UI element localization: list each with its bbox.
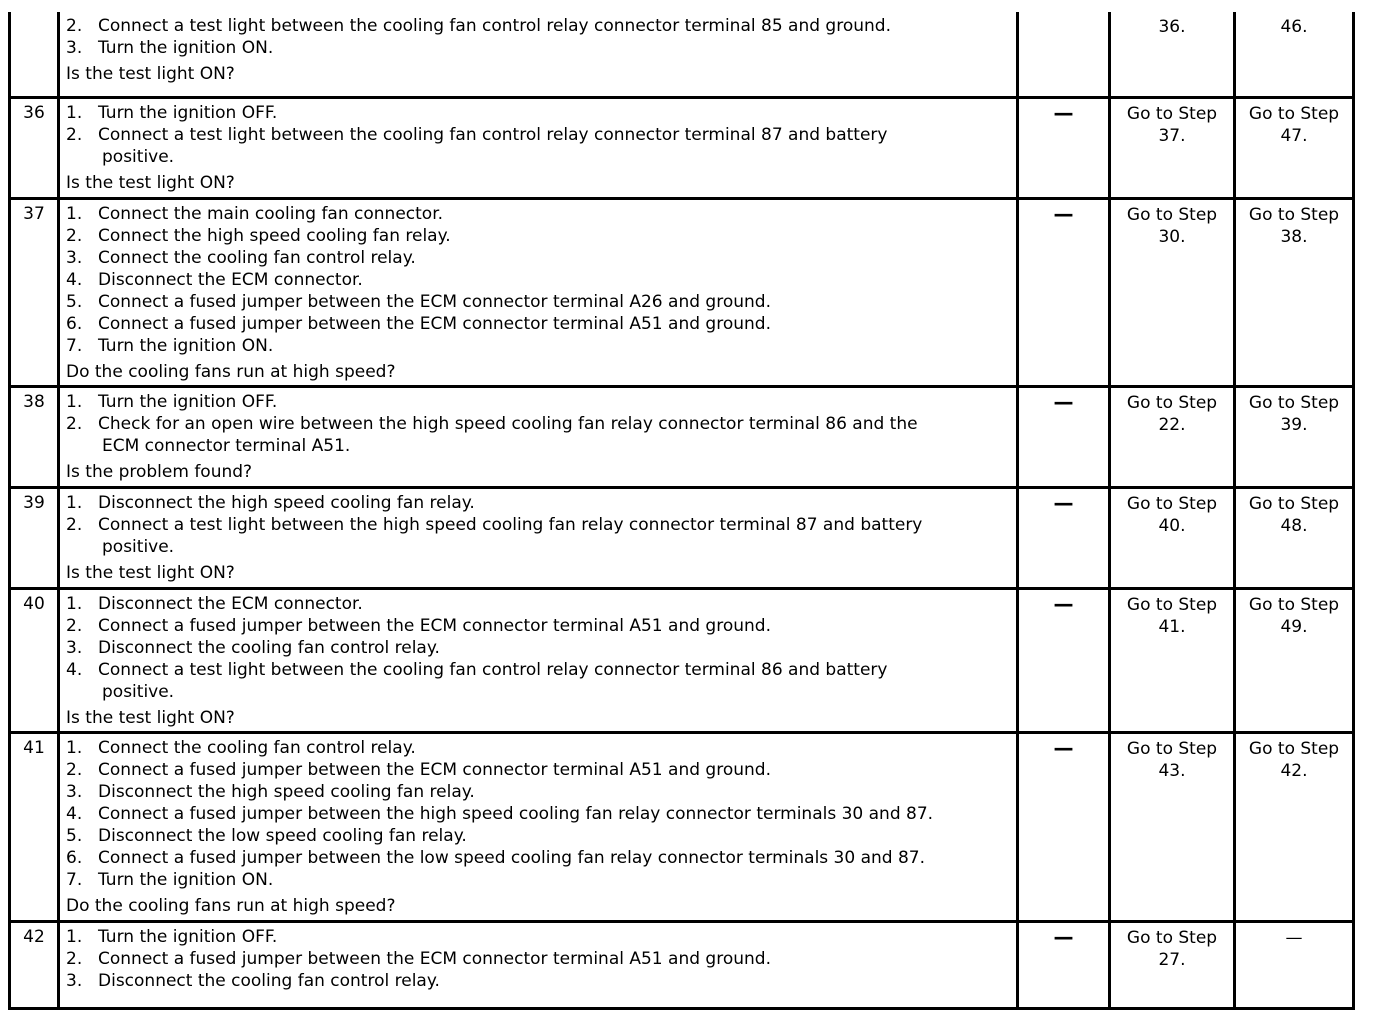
action-cell bbox=[60, 489, 1019, 587]
action-step bbox=[66, 291, 1016, 313]
table-row bbox=[8, 12, 1355, 96]
table-row bbox=[8, 96, 1355, 197]
action-step-number: 3. bbox=[66, 38, 83, 58]
yes-cell bbox=[1111, 923, 1236, 1007]
action-step-text bbox=[98, 869, 1016, 891]
yes-cell bbox=[1111, 12, 1236, 96]
action-step-number: 3. bbox=[66, 638, 83, 658]
action-step-number: 2. bbox=[66, 949, 83, 969]
step-number: 40 bbox=[8, 590, 60, 731]
action-step-number: 3. bbox=[66, 248, 83, 268]
action-step-line: Check for an open wire between the high speed cooling fan relay connector terminal 86 and the bbox=[98, 414, 918, 434]
action-step bbox=[66, 225, 1016, 247]
value-cell bbox=[1019, 99, 1111, 197]
action-step-number: 2. bbox=[66, 616, 83, 636]
yes-cell bbox=[1111, 590, 1236, 731]
action-step-line: Disconnect the ECM connector. bbox=[98, 594, 363, 614]
no-line: Go to Step bbox=[1248, 494, 1340, 514]
action-step bbox=[66, 847, 1016, 869]
action-step-number: 2. bbox=[66, 125, 83, 145]
action-step-text bbox=[98, 313, 1016, 335]
action-step-line: Turn the ignition ON. bbox=[98, 38, 274, 58]
table-row bbox=[8, 486, 1355, 587]
question-text: Is the test light ON? bbox=[66, 64, 235, 84]
action-cell bbox=[60, 200, 1019, 385]
action-step-line: Connect the main cooling fan connector. bbox=[98, 204, 444, 224]
no-line: Go to Step bbox=[1248, 393, 1340, 413]
value-cell bbox=[1019, 923, 1111, 1007]
action-step-line: Connect the cooling fan control relay. bbox=[98, 248, 416, 268]
yes-line: 40. bbox=[1158, 516, 1186, 536]
action-step-text bbox=[98, 803, 1016, 825]
action-step-number: 1. bbox=[66, 204, 83, 224]
action-step-text bbox=[98, 391, 1016, 413]
action-step bbox=[66, 313, 1016, 335]
action-step-text bbox=[98, 247, 1016, 269]
yes-cell bbox=[1111, 388, 1236, 486]
action-step-text bbox=[98, 492, 1016, 514]
action-step-number: 1. bbox=[66, 594, 83, 614]
step-number: 41 bbox=[8, 734, 60, 920]
action-step bbox=[66, 926, 1016, 948]
action-step-line: Disconnect the low speed cooling fan relay. bbox=[98, 826, 467, 846]
action-step bbox=[66, 825, 1016, 847]
table-row bbox=[8, 587, 1355, 731]
no-cell bbox=[1236, 923, 1355, 1007]
action-step-text bbox=[98, 847, 1016, 869]
action-step-line: positive. bbox=[102, 682, 175, 702]
action-step-number: 1. bbox=[66, 493, 83, 513]
action-step-line: positive. bbox=[102, 147, 175, 167]
yes-line: Go to Step bbox=[1126, 205, 1218, 225]
no-cell bbox=[1236, 99, 1355, 197]
action-step-line: Turn the ignition ON. bbox=[98, 336, 274, 356]
action-step-text bbox=[98, 413, 1016, 457]
action-step-number: 1. bbox=[66, 392, 83, 412]
action-step-line: ECM connector terminal A51. bbox=[102, 436, 351, 456]
no-cell bbox=[1236, 489, 1355, 587]
yes-line: Go to Step bbox=[1126, 393, 1218, 413]
action-step-line: Connect a fused jumper between the ECM connector terminal A51 and ground. bbox=[98, 616, 771, 636]
action-cell bbox=[60, 388, 1019, 486]
value-dash: — bbox=[1053, 592, 1074, 616]
action-step-number: 1. bbox=[66, 103, 83, 123]
action-step-text bbox=[98, 15, 1016, 37]
action-step-line: Disconnect the ECM connector. bbox=[98, 270, 363, 290]
action-step bbox=[66, 970, 1016, 992]
yes-cell bbox=[1111, 99, 1236, 197]
action-step bbox=[66, 15, 1016, 37]
action-step-number: 5. bbox=[66, 292, 83, 312]
action-step bbox=[66, 948, 1016, 970]
value-dash: — bbox=[1053, 390, 1074, 414]
no-line: Go to Step bbox=[1248, 104, 1340, 124]
no-line: — bbox=[1285, 928, 1303, 948]
action-step-text bbox=[98, 37, 1016, 59]
value-cell bbox=[1019, 489, 1111, 587]
action-step bbox=[66, 37, 1016, 59]
action-step-line: Connect the cooling fan control relay. bbox=[98, 738, 416, 758]
action-step bbox=[66, 391, 1016, 413]
action-step-text bbox=[98, 926, 1016, 948]
table-row bbox=[8, 197, 1355, 385]
action-cell bbox=[60, 590, 1019, 731]
value-dash: — bbox=[1053, 491, 1074, 515]
action-step-line: positive. bbox=[102, 537, 175, 557]
action-step-text bbox=[98, 593, 1016, 615]
step-number: 42 bbox=[8, 923, 60, 1007]
no-line: 42. bbox=[1280, 761, 1308, 781]
action-step-text bbox=[98, 291, 1016, 313]
yes-cell bbox=[1111, 200, 1236, 385]
action-step-line: Connect a fused jumper between the high speed cooling fan relay connector terminals 30 and 87. bbox=[98, 804, 934, 824]
action-step-line: Connect a fused jumper between the ECM connector terminal A26 and ground. bbox=[98, 292, 771, 312]
no-cell bbox=[1236, 590, 1355, 731]
action-step-text bbox=[98, 781, 1016, 803]
action-step-number: 2. bbox=[66, 515, 83, 535]
action-step-line: Turn the ignition OFF. bbox=[98, 392, 278, 412]
action-step-line: Connect a fused jumper between the low speed cooling fan relay connector terminals 30 and 87. bbox=[98, 848, 926, 868]
action-step-text bbox=[98, 225, 1016, 247]
action-cell bbox=[60, 99, 1019, 197]
no-line: 38. bbox=[1280, 227, 1308, 247]
step-number: 37 bbox=[8, 200, 60, 385]
yes-line: Go to Step bbox=[1126, 104, 1218, 124]
action-cell bbox=[60, 734, 1019, 920]
yes-line: 41. bbox=[1158, 617, 1186, 637]
action-step-number: 3. bbox=[66, 782, 83, 802]
action-step-number: 2. bbox=[66, 760, 83, 780]
action-step-line: Disconnect the high speed cooling fan relay. bbox=[98, 493, 475, 513]
action-step bbox=[66, 247, 1016, 269]
no-line: Go to Step bbox=[1248, 595, 1340, 615]
step-number: 38 bbox=[8, 388, 60, 486]
action-step-line: Turn the ignition OFF. bbox=[98, 103, 278, 123]
action-step-text bbox=[98, 637, 1016, 659]
action-step-text bbox=[98, 737, 1016, 759]
action-step-line: Disconnect the high speed cooling fan relay. bbox=[98, 782, 475, 802]
step-number bbox=[8, 12, 60, 96]
action-step-number: 6. bbox=[66, 314, 83, 334]
action-step-number: 4. bbox=[66, 804, 83, 824]
action-step bbox=[66, 737, 1016, 759]
action-step bbox=[66, 269, 1016, 291]
action-step bbox=[66, 102, 1016, 124]
action-step-text bbox=[98, 124, 1016, 168]
value-cell bbox=[1019, 734, 1111, 920]
action-step-number: 4. bbox=[66, 660, 83, 680]
value-cell bbox=[1019, 590, 1111, 731]
no-line: 49. bbox=[1280, 617, 1308, 637]
action-step bbox=[66, 781, 1016, 803]
action-step-line: Connect a fused jumper between the ECM connector terminal A51 and ground. bbox=[98, 314, 771, 334]
action-step-number: 1. bbox=[66, 738, 83, 758]
step-number: 36 bbox=[8, 99, 60, 197]
action-step-number: 4. bbox=[66, 270, 83, 290]
yes-line: Go to Step bbox=[1126, 494, 1218, 514]
action-step bbox=[66, 413, 1016, 457]
action-step-line: Connect a fused jumper between the ECM connector terminal A51 and ground. bbox=[98, 949, 771, 969]
action-step-text bbox=[98, 203, 1016, 225]
action-step-line: Disconnect the cooling fan control relay. bbox=[98, 638, 440, 658]
no-line: Go to Step bbox=[1248, 739, 1340, 759]
question-text: Is the test light ON? bbox=[66, 708, 235, 728]
value-dash: — bbox=[1053, 202, 1074, 226]
action-step bbox=[66, 759, 1016, 781]
action-step-number: 7. bbox=[66, 336, 83, 356]
action-step bbox=[66, 637, 1016, 659]
step-number: 39 bbox=[8, 489, 60, 587]
action-step bbox=[66, 514, 1016, 558]
action-step bbox=[66, 615, 1016, 637]
no-cell bbox=[1236, 200, 1355, 385]
no-line: 48. bbox=[1280, 516, 1308, 536]
action-step-number: 2. bbox=[66, 16, 83, 36]
action-step-text bbox=[98, 335, 1016, 357]
action-step-line: Disconnect the cooling fan control relay. bbox=[98, 971, 440, 991]
yes-cell bbox=[1111, 489, 1236, 587]
action-step bbox=[66, 203, 1016, 225]
action-step bbox=[66, 124, 1016, 168]
action-step-text bbox=[98, 269, 1016, 291]
yes-line: 36. bbox=[1158, 17, 1186, 37]
action-step bbox=[66, 492, 1016, 514]
action-step-text bbox=[98, 102, 1016, 124]
action-step-line: Connect a test light between the cooling fan control relay connector terminal 87 and battery bbox=[98, 125, 888, 145]
yes-line: Go to Step bbox=[1126, 739, 1218, 759]
action-step bbox=[66, 593, 1016, 615]
yes-line: 30. bbox=[1158, 227, 1186, 247]
no-cell bbox=[1236, 734, 1355, 920]
value-cell bbox=[1019, 200, 1111, 385]
action-step-number: 1. bbox=[66, 927, 83, 947]
action-step-line: Connect a test light between the cooling fan control relay connector terminal 85 and ground. bbox=[98, 16, 891, 36]
no-line: Go to Step bbox=[1248, 205, 1340, 225]
action-step-number: 5. bbox=[66, 826, 83, 846]
yes-line: 27. bbox=[1158, 950, 1186, 970]
question-text: Do the cooling fans run at high speed? bbox=[66, 362, 396, 382]
diagnostic-table bbox=[8, 12, 1355, 1010]
question-text: Is the test light ON? bbox=[66, 173, 235, 193]
no-cell bbox=[1236, 388, 1355, 486]
action-step-number: 6. bbox=[66, 848, 83, 868]
no-line: 47. bbox=[1280, 126, 1308, 146]
action-step-text bbox=[98, 825, 1016, 847]
action-step-line: Connect a test light between the cooling fan control relay connector terminal 86 and battery bbox=[98, 660, 888, 680]
action-step-line: Turn the ignition OFF. bbox=[98, 927, 278, 947]
action-step-line: Turn the ignition ON. bbox=[98, 870, 274, 890]
value-cell bbox=[1019, 12, 1111, 96]
action-cell bbox=[60, 12, 1019, 96]
action-step-text bbox=[98, 659, 1016, 703]
question-text: Do the cooling fans run at high speed? bbox=[66, 896, 396, 916]
action-step-number: 3. bbox=[66, 971, 83, 991]
no-line: 46. bbox=[1280, 17, 1308, 37]
no-cell bbox=[1236, 12, 1355, 96]
table-row bbox=[8, 385, 1355, 486]
action-step-number: 2. bbox=[66, 226, 83, 246]
action-step-number: 7. bbox=[66, 870, 83, 890]
action-step bbox=[66, 869, 1016, 891]
yes-line: Go to Step bbox=[1126, 928, 1218, 948]
table-row bbox=[8, 731, 1355, 920]
value-dash: — bbox=[1053, 925, 1074, 949]
action-step-number: 2. bbox=[66, 414, 83, 434]
action-step bbox=[66, 803, 1016, 825]
value-dash: — bbox=[1053, 101, 1074, 125]
value-dash: — bbox=[1053, 736, 1074, 760]
action-step-text bbox=[98, 970, 1016, 992]
yes-line: 43. bbox=[1158, 761, 1186, 781]
table-row bbox=[8, 920, 1355, 1010]
yes-line: 22. bbox=[1158, 415, 1186, 435]
yes-line: Go to Step bbox=[1126, 595, 1218, 615]
no-line: 39. bbox=[1280, 415, 1308, 435]
question-text: Is the test light ON? bbox=[66, 563, 235, 583]
yes-line: 37. bbox=[1158, 126, 1186, 146]
action-step-line: Connect a fused jumper between the ECM connector terminal A51 and ground. bbox=[98, 760, 771, 780]
yes-cell bbox=[1111, 734, 1236, 920]
action-step-line: Connect the high speed cooling fan relay. bbox=[98, 226, 451, 246]
action-step-text bbox=[98, 514, 1016, 558]
action-step-line: Connect a test light between the high speed cooling fan relay connector terminal 87 and battery bbox=[98, 515, 923, 535]
action-step-text bbox=[98, 615, 1016, 637]
action-step-text bbox=[98, 759, 1016, 781]
action-step-text bbox=[98, 948, 1016, 970]
action-step bbox=[66, 335, 1016, 357]
question-text: Is the problem found? bbox=[66, 462, 253, 482]
value-cell bbox=[1019, 388, 1111, 486]
action-step bbox=[66, 659, 1016, 703]
action-cell bbox=[60, 923, 1019, 1007]
